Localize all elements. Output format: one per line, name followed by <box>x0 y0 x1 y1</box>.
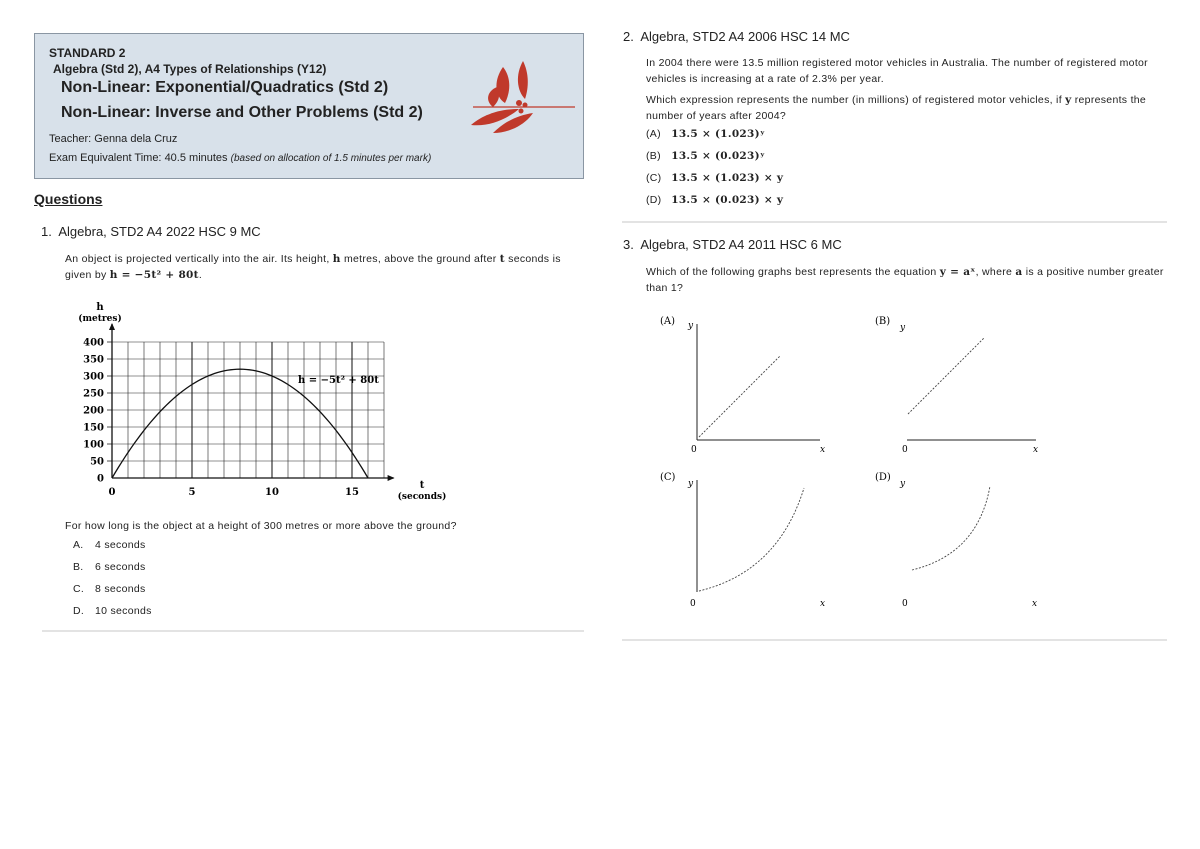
q3-number: 3. <box>623 237 634 252</box>
worksheet-header <box>34 33 584 179</box>
chart-x-tick-labels <box>109 487 359 498</box>
q3-title-text: Algebra, STD2 A4 2011 HSC 6 MC <box>640 237 842 252</box>
graph-c-curve <box>699 488 804 591</box>
q2-option-a[interactable] <box>646 128 783 150</box>
q2-question <box>646 92 1166 124</box>
graph-origin: 0 <box>690 599 696 609</box>
chart-annotation: h = −5t² + 80t <box>298 375 379 386</box>
y-tick-label: 200 <box>83 405 104 417</box>
q1-var-t: t <box>499 253 505 265</box>
q1-stem: An object is projected vertically into the air. Its height, h metres, above the ground after t seconds is given by h = −5t² + 80t. <box>65 253 561 281</box>
option-letter: D. <box>73 605 85 617</box>
q3-var-a: a <box>1015 266 1023 278</box>
option-text: 6 seconds <box>95 561 146 573</box>
q3-graph-a[interactable] <box>660 316 825 455</box>
title-inverse: Non-Linear: Inverse and Other Problems (Std 2) <box>61 104 423 121</box>
q1-equation: h = −5t² + 80t <box>109 269 199 281</box>
graph-label: (D) <box>875 472 891 483</box>
option-text: 10 seconds <box>95 605 152 617</box>
q2-stem: In 2004 there were 13.5 million registered motor vehicles in Australia. The number of registered motor vehicles is increasing at a rate of 2.3% per year. <box>646 57 1148 85</box>
q1-option-d[interactable] <box>73 605 152 627</box>
x-tick-label: 10 <box>265 487 279 498</box>
q2-divider <box>622 221 1167 223</box>
q3-graph-b[interactable] <box>875 316 1038 455</box>
y-tick-label: 0 <box>97 473 104 485</box>
q1-number: 1. <box>41 224 52 239</box>
option-text: 13.5 × (1.023)ʸ <box>671 128 766 140</box>
q1-option-c[interactable] <box>73 583 152 605</box>
y-tick-label: 400 <box>83 337 104 349</box>
option-text: 4 seconds <box>95 539 146 551</box>
q2-text-b: represents the number of years after 2004? <box>646 94 1147 122</box>
teacher-label: Teacher: <box>49 133 92 145</box>
graph-label: (B) <box>875 316 891 327</box>
q2-title <box>623 29 850 44</box>
q3-text-a: Which of the following graphs best represents the equation <box>646 266 937 278</box>
graph-x-label: x <box>1032 599 1038 609</box>
q2-text-a: Which expression represents the number (in millions) of registered motor vehicles, if <box>646 94 1062 106</box>
graph-y-label: y <box>688 479 694 489</box>
q3-graph-options <box>650 310 1060 615</box>
graph-y-label: y <box>900 479 906 489</box>
option-text: 13.5 × (0.023)ʸ <box>671 150 766 162</box>
y-axis-arrow-icon <box>109 323 115 330</box>
x-axis-arrow-icon <box>388 475 395 481</box>
q1-height-chart <box>60 296 460 506</box>
graph-x-label: x <box>820 599 826 609</box>
q1-text-a: An object is projected vertically into the air. Its height, <box>65 253 330 265</box>
q3-graph-c[interactable] <box>660 472 825 609</box>
option-letter: (D) <box>646 194 662 206</box>
q1-title-text: Algebra, STD2 A4 2022 HSC 9 MC <box>58 224 261 239</box>
q2-number: 2. <box>623 29 634 44</box>
graph-origin: 0 <box>691 445 697 455</box>
graph-x-label: x <box>820 445 826 455</box>
y-tick-label: 100 <box>83 439 104 451</box>
gum-leaf-logo-icon <box>463 59 583 139</box>
graph-x-label: x <box>1033 445 1039 455</box>
chart-y-tick-labels <box>83 338 104 485</box>
graph-y-label: y <box>688 321 694 331</box>
q3-stem <box>646 264 1166 296</box>
graph-d-curve <box>912 486 990 570</box>
q1-question: For how long is the object at a height of 300 metres or more above the ground? <box>65 520 457 532</box>
exam-note: (based on allocation of 1.5 minutes per mark) <box>230 153 432 164</box>
questions-heading: Questions <box>34 191 103 207</box>
q3-equation: y = aˣ <box>939 266 976 278</box>
q1-divider <box>42 630 584 632</box>
q2-options <box>646 128 783 216</box>
topic-label: Algebra (Std 2), A4 Types of Relationships (Y12) <box>53 62 327 76</box>
option-text: 13.5 × (1.023) × y <box>671 172 784 184</box>
standard-label: STANDARD 2 <box>49 46 126 60</box>
q2-option-d[interactable] <box>646 194 783 216</box>
q2-var-y: y <box>1065 94 1072 106</box>
q3-text-b: , where <box>975 266 1013 278</box>
x-tick-label: 0 <box>108 487 116 498</box>
q2-option-c[interactable] <box>646 172 783 194</box>
q1-text-b: metres, above the ground after <box>343 253 497 265</box>
y-tick-label: 350 <box>83 354 104 366</box>
y-tick-label: 250 <box>83 388 104 400</box>
option-text: 13.5 × (0.023) × y <box>671 194 784 206</box>
chart-ylabel-var: h <box>96 302 104 313</box>
graph-label: (C) <box>660 472 676 483</box>
graph-origin: 0 <box>902 445 908 455</box>
chart-xlabel-var: t <box>419 480 425 491</box>
option-letter: C. <box>73 583 85 595</box>
q2-title-text: Algebra, STD2 A4 2006 HSC 14 MC <box>640 29 850 44</box>
q2-option-b[interactable] <box>646 150 783 172</box>
graph-origin: 0 <box>902 599 908 609</box>
option-text: 8 seconds <box>95 583 146 595</box>
q3-divider <box>622 639 1167 641</box>
y-tick-label: 300 <box>83 371 104 383</box>
x-tick-label: 15 <box>345 487 359 498</box>
chart-grid <box>107 342 384 478</box>
chart-ylabel-unit: (metres) <box>78 314 122 324</box>
q1-options <box>73 539 152 627</box>
q3-text-c: is a positive number greater than 1? <box>646 266 1164 294</box>
option-letter: (B) <box>646 150 661 162</box>
option-letter: (A) <box>646 128 661 140</box>
exam-time: 40.5 minutes <box>164 152 228 164</box>
teacher-name: Genna dela Cruz <box>94 133 178 145</box>
y-tick-label: 150 <box>83 422 104 434</box>
chart-xlabel-unit: (seconds) <box>397 492 447 502</box>
q1-text-c: seconds is given by <box>65 253 561 281</box>
graph-a-line <box>699 356 780 437</box>
exam-time-line <box>49 152 431 164</box>
q1-var-h: h <box>332 253 341 265</box>
option-letter: B. <box>73 561 84 573</box>
x-tick-label: 5 <box>188 487 196 498</box>
graph-y-label: y <box>900 323 906 333</box>
q3-graph-d[interactable] <box>875 472 1037 609</box>
option-letter: A. <box>73 539 84 551</box>
q1-title <box>41 224 261 239</box>
graph-label: (A) <box>660 316 676 327</box>
q1-option-b[interactable] <box>73 561 152 583</box>
y-tick-label: 50 <box>90 456 104 468</box>
exam-label: Exam Equivalent Time: <box>49 152 162 164</box>
option-letter: (C) <box>646 172 662 184</box>
teacher-line <box>49 133 177 145</box>
q1-option-a[interactable] <box>73 539 152 561</box>
title-exponential: Non-Linear: Exponential/Quadratics (Std 2) <box>61 79 389 96</box>
q3-title <box>623 237 842 252</box>
graph-b-line <box>908 338 984 414</box>
